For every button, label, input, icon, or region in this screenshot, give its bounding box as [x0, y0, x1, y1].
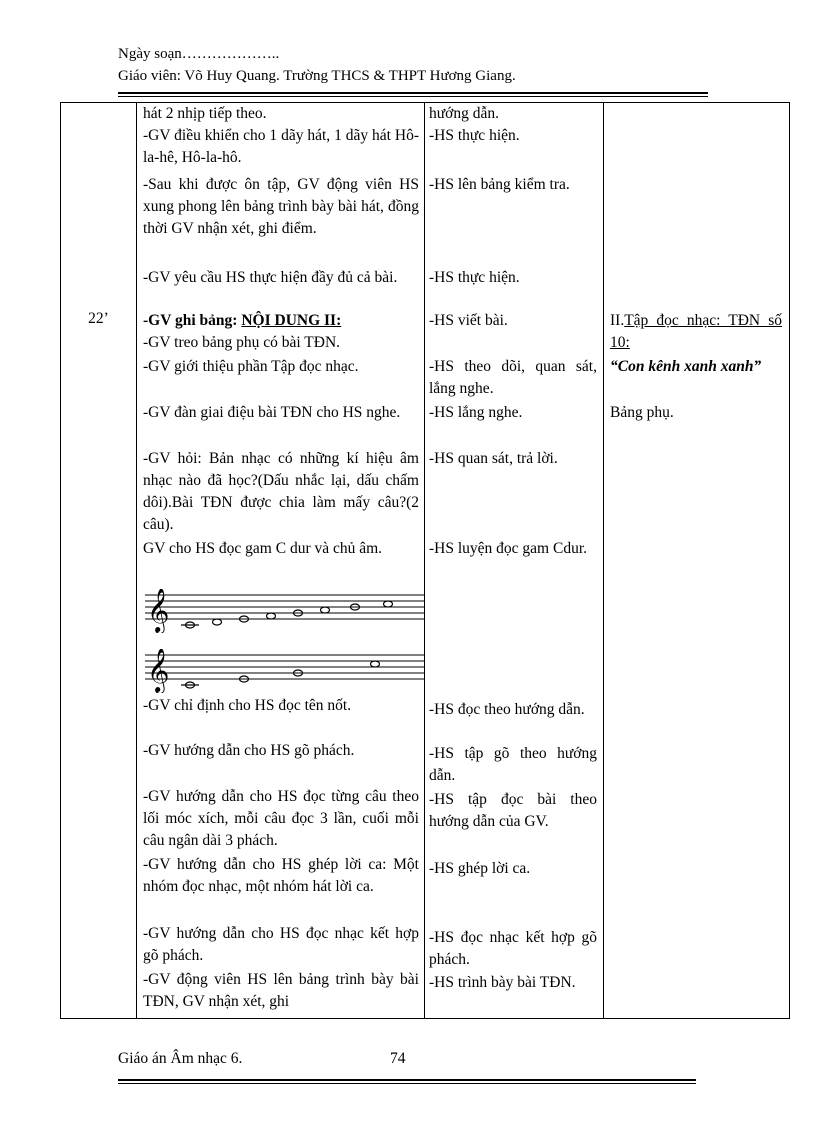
hs-line: -HS quan sát, trả lời. [429, 450, 558, 467]
gv-line: -GV hướng dẫn cho HS đọc nhạc kết hợp gõ phách. [143, 925, 419, 964]
hs-line: -HS tập gõ theo hướng dẫn. [429, 745, 597, 784]
content-section-number: II. [610, 312, 625, 329]
gv-line: -GV hướng dẫn cho HS đọc từng câu theo lối móc xích, mỗi câu đọc 3 lần, cuối mỗi câu ngân dài 3 phách. [143, 788, 419, 849]
gv-line [143, 310, 419, 332]
gv-line: GV cho HS đọc gam C dur và chủ âm. [143, 540, 383, 557]
treble-clef-icon: 𝄞 [147, 649, 170, 692]
header-teacher: Giáo viên: Võ Huy Quang. Trường THCS & THPT Hương Giang. [118, 68, 516, 84]
hs-line: -HS lên bảng kiểm tra. [429, 176, 570, 193]
gv-line: hát 2 nhịp tiếp theo. [143, 105, 267, 122]
time-column [61, 103, 137, 1019]
hs-line: -HS thực hiện. [429, 269, 520, 286]
hs-line: -HS viết bài. [429, 312, 508, 329]
note-icon [321, 607, 330, 613]
gv-line: -GV treo bảng phụ có bài TĐN. [143, 334, 341, 351]
gv-line: -GV chỉ định cho HS đọc tên nốt. [143, 697, 352, 714]
hs-line: -HS theo dõi, quan sát, lắng nghe. [429, 358, 597, 397]
gv-line: -GV động viên HS lên bảng trình bày bài TĐN, GV nhận xét, ghi [143, 971, 419, 1010]
page-number: 74 [390, 1050, 406, 1067]
content-section-title: Tập đọc nhạc: TĐN số 10: [610, 312, 782, 351]
gv-board-heading: NỘI DUNG II: [241, 312, 342, 329]
footer-title: Giáo án Âm nhạc 6. [118, 1050, 243, 1067]
gv-line: -GV giới thiệu phần Tập đọc nhạc. [143, 358, 359, 375]
note-icon [384, 601, 393, 607]
header-divider [118, 92, 708, 97]
music-staff-tonic [145, 649, 425, 693]
music-staff-scale [145, 589, 425, 633]
note-icon [267, 613, 276, 619]
time-value: 22’ [88, 310, 109, 327]
gv-board-label: -GV ghi bảng: [143, 312, 242, 329]
gv-line: -GV đàn giai điệu bài TĐN cho HS nghe. [143, 404, 401, 421]
hs-line: -HS tập đọc bài theo hướng dẫn của GV. [429, 791, 597, 830]
content-song-title: “Con kênh xanh xanh” [610, 358, 762, 375]
content-board: Bảng phụ. [610, 404, 674, 421]
gv-line: -GV hỏi: Bản nhạc có những kí hiệu âm nhạc nào đã học?(Dấu nhắc lại, dấu chấm dôi).Bài TĐN được chia làm mấy câu?(2 câu). [143, 450, 419, 533]
gv-line: -Sau khi được ôn tập, GV động viên HS xung phong lên bảng trình bày bài hát, đồng thời GV nhận xét, ghi điểm. [143, 176, 419, 237]
hs-line: -HS trình bày bài TĐN. [429, 974, 576, 991]
gv-line: -GV hướng dẫn cho HS gõ phách. [143, 742, 355, 759]
gv-line: -GV điều khiển cho 1 dãy hát, 1 dãy hát Hô-la-hê, Hô-la-hô. [143, 127, 419, 166]
student-activity-column [425, 103, 604, 1019]
note-icon [213, 619, 222, 625]
hs-line: hướng dẫn. [429, 105, 499, 122]
content-heading [610, 310, 782, 354]
header-date: Ngày soạn……………….. [118, 46, 280, 62]
treble-clef-icon: 𝄞 [147, 589, 170, 632]
lesson-table [60, 102, 790, 1019]
gv-line: -GV hướng dẫn cho HS ghép lời ca: Một nhóm đọc nhạc, một nhóm hát lời ca. [143, 856, 419, 895]
teacher-activity-column [137, 103, 425, 1019]
content-column [604, 103, 790, 1019]
hs-line: -HS đọc nhạc kết hợp gõ phách. [429, 929, 597, 968]
hs-line: -HS luyện đọc gam Cdur. [429, 540, 587, 557]
hs-line: -HS đọc theo hướng dẫn. [429, 701, 585, 718]
hs-line: -HS thực hiện. [429, 127, 520, 144]
gv-line: -GV yêu cầu HS thực hiện đầy đủ cả bài. [143, 269, 398, 286]
hs-line: -HS ghép lời ca. [429, 860, 531, 877]
note-icon [371, 661, 380, 667]
hs-line: -HS lắng nghe. [429, 404, 523, 421]
footer-divider [118, 1079, 696, 1084]
